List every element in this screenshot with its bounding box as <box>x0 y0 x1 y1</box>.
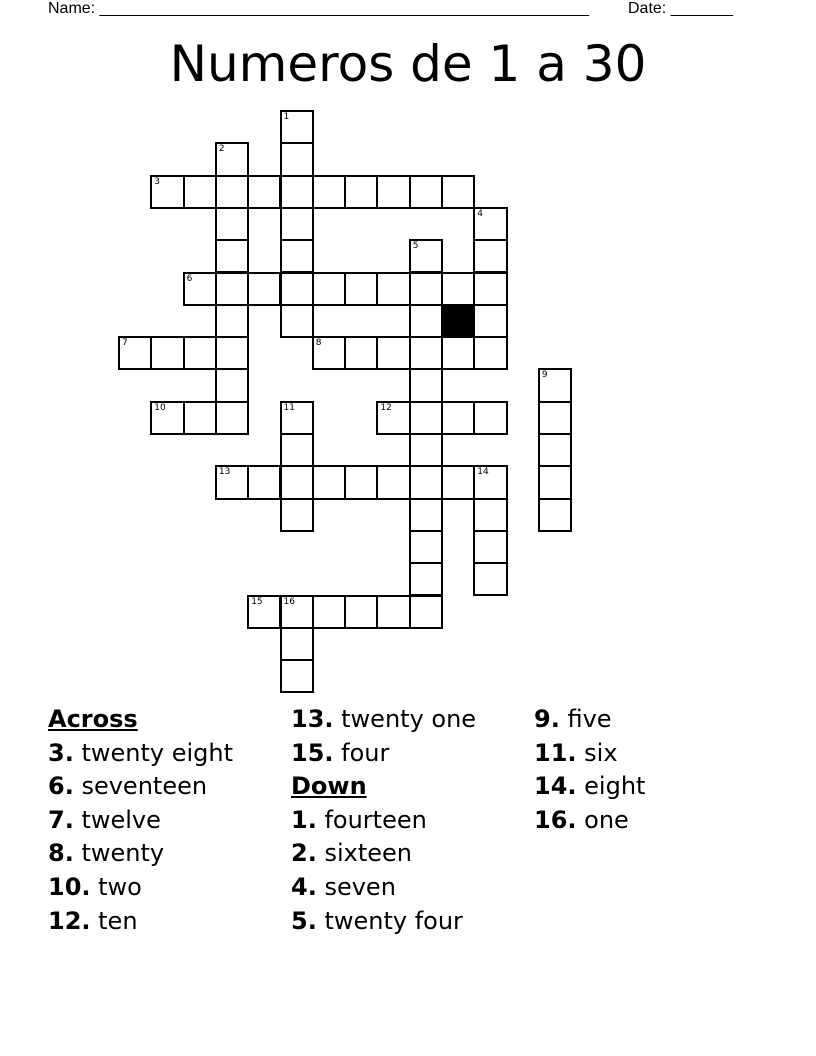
crossword-cell[interactable] <box>312 272 346 306</box>
clue-item-number: 8. <box>48 839 74 868</box>
crossword-cell[interactable] <box>280 207 314 241</box>
clue-item-text: twenty one <box>333 705 477 733</box>
date-field-line: Date: _______ <box>628 0 733 17</box>
crossword-cell[interactable] <box>376 272 410 306</box>
clue-item-text: ten <box>90 906 138 935</box>
crossword-cell[interactable] <box>344 272 378 306</box>
crossword-cell[interactable] <box>280 401 314 435</box>
crossword-cell[interactable] <box>215 142 249 176</box>
clue-item-number: 9. <box>534 705 560 733</box>
clue-heading-across: Across <box>48 705 138 733</box>
name-field-line: Name: _______________________________________________________ <box>48 0 589 17</box>
crossword-cell[interactable] <box>312 465 346 499</box>
clue-item <box>48 837 233 871</box>
crossword-cell[interactable] <box>473 304 507 338</box>
page-title: Numeros de 1 a 30 <box>169 35 647 93</box>
clue-item-number: 5. <box>291 906 317 935</box>
clue-item-number: 6. <box>48 772 74 801</box>
clue-item <box>291 703 476 737</box>
crossword-cell[interactable] <box>376 465 410 499</box>
crossword-cell[interactable] <box>280 304 314 338</box>
crossword-cell[interactable] <box>409 465 443 499</box>
clue-item-text: twelve <box>73 805 161 834</box>
clue-item-number: 3. <box>48 738 74 767</box>
crossword-cell[interactable] <box>280 433 314 467</box>
crossword-cell[interactable] <box>409 336 443 370</box>
crossword-cell[interactable] <box>376 595 410 629</box>
crossword-cell[interactable] <box>215 304 249 338</box>
clue-item-text: seven <box>316 872 396 901</box>
clue-number-label: 1 <box>283 112 290 122</box>
crossword-cell[interactable] <box>183 336 217 370</box>
crossword-cell[interactable] <box>409 239 443 273</box>
crossword-cell[interactable] <box>247 175 281 209</box>
crossword-cell[interactable] <box>215 336 249 370</box>
clue-item-text: two <box>90 872 142 901</box>
crossword-cell[interactable] <box>409 368 443 402</box>
clue-number-label: 6 <box>186 273 193 284</box>
clue-item-text: sixteen <box>316 839 412 868</box>
clue-column-1 <box>48 703 233 938</box>
clue-number-label: 3 <box>154 176 161 187</box>
crossword-cell[interactable] <box>473 239 507 273</box>
crossword-cell[interactable] <box>280 465 314 499</box>
crossword-cell[interactable] <box>280 627 314 661</box>
clue-item-text: twenty four <box>316 906 463 935</box>
clue-item-number: 15. <box>291 738 334 767</box>
crossword-cell[interactable] <box>538 401 572 435</box>
clue-item <box>291 905 476 939</box>
crossword-cell[interactable] <box>183 175 217 209</box>
crossword-cell[interactable] <box>409 304 443 338</box>
clue-item <box>48 905 233 939</box>
clue-item-text: six <box>576 738 618 767</box>
clue-column-2 <box>291 703 476 938</box>
crossword-cell[interactable] <box>344 465 378 499</box>
crossword-cell[interactable] <box>441 272 475 306</box>
crossword-cell[interactable] <box>280 272 314 306</box>
clue-item-number: 4. <box>291 872 317 901</box>
clue-item-number: 13. <box>291 705 334 733</box>
clue-item-text: eight <box>576 772 646 801</box>
crossword-cell[interactable] <box>280 239 314 273</box>
crossword-cell[interactable] <box>441 336 475 370</box>
clue-item-text: four <box>333 738 390 767</box>
clue-number-label: 11 <box>283 402 295 413</box>
clue-item <box>534 703 645 737</box>
crossword-cell[interactable] <box>215 465 249 499</box>
crossword-cell[interactable] <box>538 433 572 467</box>
crossword-cell[interactable] <box>473 498 507 532</box>
clue-item <box>48 770 233 804</box>
crossword-cell[interactable] <box>215 401 249 435</box>
clue-number-label: 4 <box>477 208 484 219</box>
crossword-cell[interactable] <box>409 562 443 596</box>
crossword-cell[interactable] <box>215 272 249 306</box>
clue-number-label: 8 <box>315 338 322 349</box>
crossword-cell[interactable] <box>280 110 314 144</box>
clue-item-number: 11. <box>534 738 577 767</box>
crossword-cell[interactable] <box>441 175 475 209</box>
clue-item <box>291 804 476 838</box>
crossword-cell[interactable] <box>409 175 443 209</box>
crossword-cell[interactable] <box>344 175 378 209</box>
crossword-cell[interactable] <box>312 595 346 629</box>
clue-item <box>534 737 645 771</box>
crossword-cell[interactable] <box>473 207 507 241</box>
crossword-cell[interactable] <box>247 272 281 306</box>
clue-item-text: five <box>559 705 612 733</box>
clue-item-number: 12. <box>48 906 91 935</box>
crossword-cell[interactable] <box>441 465 475 499</box>
crossword-cell[interactable] <box>312 336 346 370</box>
crossword-cell[interactable] <box>215 239 249 273</box>
crossword-cell[interactable] <box>409 401 443 435</box>
clue-item <box>534 804 645 838</box>
crossword-cell[interactable] <box>280 142 314 176</box>
clue-item <box>48 871 233 905</box>
clue-number-label: 14 <box>477 467 489 478</box>
crossword-cell[interactable] <box>538 498 572 532</box>
clue-number-label: 16 <box>283 596 295 607</box>
clue-number-label: 5 <box>412 241 419 252</box>
crossword-cell[interactable] <box>473 530 507 564</box>
crossword-black-cell <box>441 304 475 338</box>
crossword-cell[interactable] <box>183 272 217 306</box>
crossword-cell[interactable] <box>473 562 507 596</box>
crossword-cell[interactable] <box>538 368 572 402</box>
clue-item-number: 16. <box>534 805 577 834</box>
crossword-cell[interactable] <box>538 465 572 499</box>
crossword-cell[interactable] <box>280 175 314 209</box>
crossword-cell[interactable] <box>376 336 410 370</box>
clue-number-label: 7 <box>122 338 128 349</box>
crossword-cell[interactable] <box>150 175 184 209</box>
crossword-cell[interactable] <box>376 175 410 209</box>
crossword-cell[interactable] <box>215 175 249 209</box>
crossword-cell[interactable] <box>473 465 507 499</box>
crossword-cell[interactable] <box>409 530 443 564</box>
crossword-cell[interactable] <box>473 336 507 370</box>
clue-item-number: 2. <box>291 839 317 868</box>
clue-number-label: 15 <box>251 596 263 607</box>
clue-number-label: 12 <box>380 402 392 413</box>
clue-item-number: 14. <box>534 772 577 801</box>
crossword-cell[interactable] <box>215 368 249 402</box>
clue-item <box>48 804 233 838</box>
clue-item-text: seventeen <box>73 772 208 801</box>
clue-number-label: 2 <box>218 144 225 155</box>
crossword-cell[interactable] <box>441 401 475 435</box>
crossword-cell[interactable] <box>344 595 378 629</box>
clue-item-text: twenty eight <box>73 738 234 767</box>
crossword-cell[interactable] <box>118 336 152 370</box>
crossword-cell[interactable] <box>247 595 281 629</box>
clue-heading-down: Down <box>291 772 367 801</box>
crossword-cell[interactable] <box>312 175 346 209</box>
crossword-cell[interactable] <box>376 401 410 435</box>
clue-item-text: fourteen <box>316 805 427 834</box>
crossword-cell[interactable] <box>280 498 314 532</box>
clue-number-label: 9 <box>541 370 548 381</box>
clue-item <box>291 837 476 871</box>
clue-item <box>48 737 233 771</box>
clue-item <box>291 737 476 771</box>
crossword-cell[interactable] <box>473 272 507 306</box>
crossword-cell[interactable] <box>473 401 507 435</box>
crossword-cell[interactable] <box>215 207 249 241</box>
clue-column-3 <box>534 703 645 837</box>
crossword-cell[interactable] <box>409 498 443 532</box>
crossword-cell[interactable] <box>409 595 443 629</box>
clue-item-number: 7. <box>48 805 74 834</box>
clue-item-text: one <box>576 805 629 834</box>
crossword-cell[interactable] <box>409 433 443 467</box>
crossword-cell[interactable] <box>280 659 314 693</box>
crossword-cell[interactable] <box>150 401 184 435</box>
clue-number-label: 13 <box>218 467 231 478</box>
clue-item <box>534 770 645 804</box>
crossword-cell[interactable] <box>409 272 443 306</box>
clue-item-number: 10. <box>48 872 91 901</box>
crossword-cell[interactable] <box>280 595 314 629</box>
clue-item <box>291 871 476 905</box>
clue-number-label: 10 <box>154 402 166 413</box>
crossword-cell[interactable] <box>150 336 184 370</box>
crossword-cell[interactable] <box>247 465 281 499</box>
crossword-cell[interactable] <box>183 401 217 435</box>
clue-item-text: twenty <box>73 839 165 868</box>
crossword-cell[interactable] <box>344 336 378 370</box>
clue-item-number: 1. <box>291 805 317 834</box>
